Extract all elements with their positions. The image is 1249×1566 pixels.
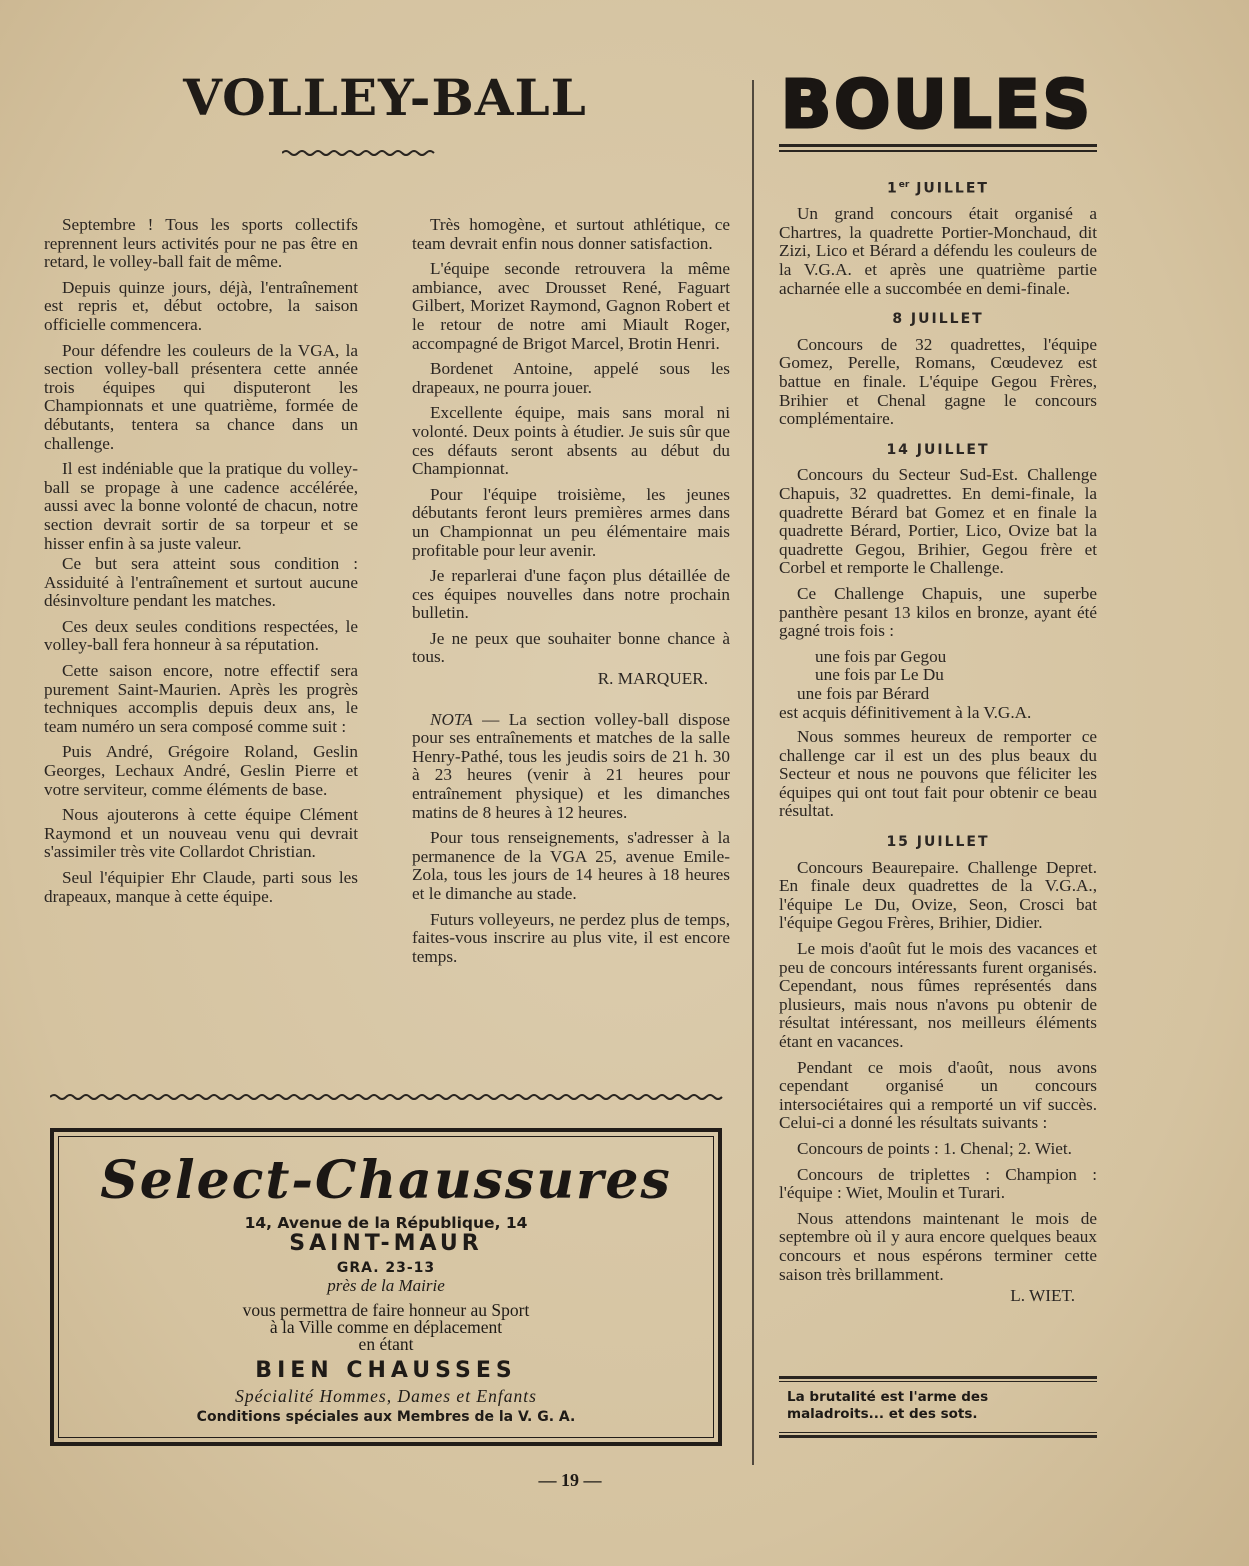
paragraph: Le mois d'août fut le mois des vacances et peu de concours intéressants furent organisés. Cependant, nous fûmes représentés dans plusieurs, mais nous n'avons pu obtenir de résultat intéressant, nos meilleurs éléments étant en vacances. [779, 939, 1097, 1051]
volleyball-signature: R. MARQUER. [597, 669, 708, 689]
ad-address: 14, Avenue de la République, 14 [244, 1214, 528, 1232]
advertisement [50, 1128, 722, 1446]
paragraph: Concours de 32 quadrettes, l'équipe Gomez, Perelle, Romans, Cœudevez est battue en finale. L'équipe Gegou Frères, Brihier et Chenal gagne le concours complémentaire. [779, 334, 1097, 429]
boules-rule-bottom [779, 150, 1097, 152]
ad-conditions: Conditions spéciales aux Membres de la V. G. A. [196, 1409, 576, 1425]
nota-text: — La section volley-ball dispose pour ses entraînements et matches de la salle Henry-Pathé, tous les jeudis soirs de 21 h. 30 à 23 heures (venir à 21 heures pour entraînement physique) et les dimanches matins de 8 heures à 12 heures. [412, 709, 730, 822]
paragraph: Nous sommes heureux de remporter ce challenge car il est un des plus beaux du Secteur et nous ne pouvons que féliciter les équipes qui ont tout fait pour obtenir ce beau résultat. [779, 727, 1097, 821]
winner-item: une fois par Gegou [815, 646, 947, 666]
ad-phone: GRA. 23-13 [336, 1260, 436, 1276]
paragraph: Ces deux seules conditions respectées, le volley-ball fera honneur à sa réputation. [44, 616, 358, 655]
paragraph: Il est indéniable que la pratique du volley-ball se propage à une cadence accélérée, aussi avec la bonne volonté de chacun, notre section devrait sortir de sa torpeur et se hisser enfin à sa juste valeur. [44, 459, 358, 553]
paragraph: Ce but sera atteint sous condition : Assiduité à l'entraînement et surtout aucune désinvolture pendant les matches. [44, 554, 358, 611]
paragraph: Je ne peux que souhaiter bonne chance à tous. [412, 628, 730, 667]
nota-paragraph [412, 711, 730, 823]
paragraph: Concours de triplettes : Champion : l'équipe : Wiet, Moulin et Turari. [779, 1164, 1097, 1203]
paragraph: Pour tous renseignements, s'adresser à la permanence de la VGA 25, avenue Emile-Zola, tous les jours de 14 heures à 18 heures et le dimanche au stade. [412, 828, 730, 903]
paragraph: Nous ajouterons à cette équipe Clément Raymond et un nouveau venu qui devrait s'assimiler très vite Collardot Christian. [44, 805, 358, 862]
paragraph: Depuis quinze jours, déjà, l'entraînement est repris et, début octobre, la saison officielle commencera. [44, 277, 358, 334]
winner-item: une fois par Le Du [815, 665, 944, 685]
winner-conclusion: est acquis définitivement à la V.G.A. [779, 702, 1032, 722]
volleyball-column-1 [44, 216, 358, 913]
section-divider-wavy [50, 1092, 725, 1102]
volleyball-title: VOLLEY-BALL [183, 68, 587, 127]
page-number: — 19 — [538, 1470, 602, 1490]
winner-item: une fois par Bérard [797, 683, 930, 703]
volleyball-column-2 [412, 216, 730, 973]
paragraph: Concours du Secteur Sud-Est. Challenge Chapuis, 32 quadrettes. En demi-finale, la quadrette Bérard bat Gomez et en finale la quadrette Bérard, Portier, Lico, Ovize bat la quadrette Gegou, Brihier, Gegou frère et Corbel et remporte le Challenge. [779, 465, 1097, 578]
paragraph: Seul l'équipier Ehr Claude, parti sous les drapeaux, manque à cette équipe. [44, 868, 358, 906]
paragraph: Concours de points : 1. Chenal; 2. Wiet. [797, 1138, 1072, 1158]
ad-text-line: à la Ville comme en déplacement [269, 1317, 503, 1337]
paragraph: Nous attendons maintenant le mois de septembre où il y aura encore quelques beaux concours et nous espérons terminer cette saison très brillamment. [779, 1208, 1097, 1284]
paragraph: Futurs volleyeurs, ne perdez plus de temps, faites-vous inscrire au plus vite, il est encore temps. [412, 909, 730, 966]
winners-list [779, 648, 1097, 722]
paragraph: Très homogène, et surtout athlétique, ce team devrait enfin nous donner satisfaction. [412, 215, 730, 253]
boules-title [778, 72, 1096, 136]
paragraph: Un grand concours était organisé a Chartres, la quadrette Portier-Monchaud, dit Zizi, Lico et Bérard a défendu les couleurs de la V.G.A. et après une quatrième partie acharnée elle a succombée en demi-finale. [779, 204, 1097, 298]
paragraph: Pendant ce mois d'août, nous avons cependant organisé un concours intersociétaires qui a remporté un vif succès. Celui-ci a donné les résultats suivants : [779, 1057, 1097, 1133]
paragraph: Concours Beaurepaire. Challenge Depret. En finale deux quadrettes de la V.G.A., l'équipe Le Du, Ovize, Seon, Crosci bat l'équipe Gegou Frères, Brihier, Didier. [779, 857, 1097, 933]
paragraph: Cette saison encore, notre effectif sera purement Saint-Maurien. Après les progrès techniques accomplis depuis deux ans, le team numéro un sera composé comme suit : [44, 661, 358, 736]
ad-city: SAINT-MAUR [289, 1231, 483, 1256]
paragraph: Puis André, Grégoire Roland, Geslin Georges, Lechaux André, Geslin Pierre et votre serviteur, comme éléments de base. [44, 742, 358, 799]
date-heading: 15 JUILLET [886, 834, 990, 851]
date-heading: 1er JUILLET [887, 180, 989, 197]
title-ornament [282, 148, 437, 158]
paragraph: Pour l'équipe troisième, les jeunes débutants feront leurs premières armes dans un Championnat un peu élémentaire mais profitable pour leur avenir. [412, 484, 730, 560]
quote-text: La brutalité est l'arme des maladroits... et des sots. [787, 1389, 989, 1422]
column-divider [752, 80, 754, 1465]
ad-slogan: BIEN CHAUSSES [255, 1358, 517, 1383]
ad-location: près de la Mairie [327, 1276, 445, 1295]
ad-brand: Select-Chaussures [100, 1150, 672, 1211]
svg-text:BOULES: BOULES [781, 72, 1093, 136]
ad-text-line: vous permettra de faire honneur au Sport [242, 1300, 530, 1320]
quote-box [779, 1376, 1097, 1438]
paragraph: Pour défendre les couleurs de la VGA, la section volley-ball présentera cette année trois équipes qui disputeront les Championnats et une quatrième, formée de débutants, tentera sa chance dans un challenge. [44, 340, 358, 453]
boules-rule-top [779, 144, 1097, 147]
paragraph: L'équipe seconde retrouvera la même ambiance, avec Drousset René, Faguart Gilbert, Morizet Raymond, Gagnon Robert et le retour de notre ami Miault Roger, accompagné de Brigot Marcel, Brotin Henri. [412, 259, 730, 353]
paragraph: Ce Challenge Chapuis, une superbe panthère pesant 13 kilos en bronze, ayant été gagné trois fois : [779, 583, 1097, 641]
paragraph: Septembre ! Tous les sports collectifs reprennent leurs activités pour ne pas être en retard, le volley-ball fait de même. [44, 215, 358, 272]
boules-column [779, 176, 1097, 1313]
ad-specialty: Spécialité Hommes, Dames et Enfants [235, 1386, 537, 1406]
paragraph: Je reparlerai d'une façon plus détaillée de ces équipes nouvelles dans notre prochain bulletin. [412, 566, 730, 623]
boules-signature: L. WIET. [1010, 1286, 1075, 1306]
nota-label: NOTA [430, 709, 473, 729]
paragraph: Bordenet Antoine, appelé sous les drapeaux, ne pourra jouer. [412, 359, 730, 397]
date-heading: 14 JUILLET [886, 441, 990, 458]
ad-text-line: en étant [358, 1334, 414, 1354]
paragraph: Excellente équipe, mais sans moral ni volonté. Deux points à étudier. Je suis sûr que ces défauts seront absents au début du Championnat. [412, 403, 730, 479]
date-heading: 8 JUILLET [892, 311, 984, 328]
